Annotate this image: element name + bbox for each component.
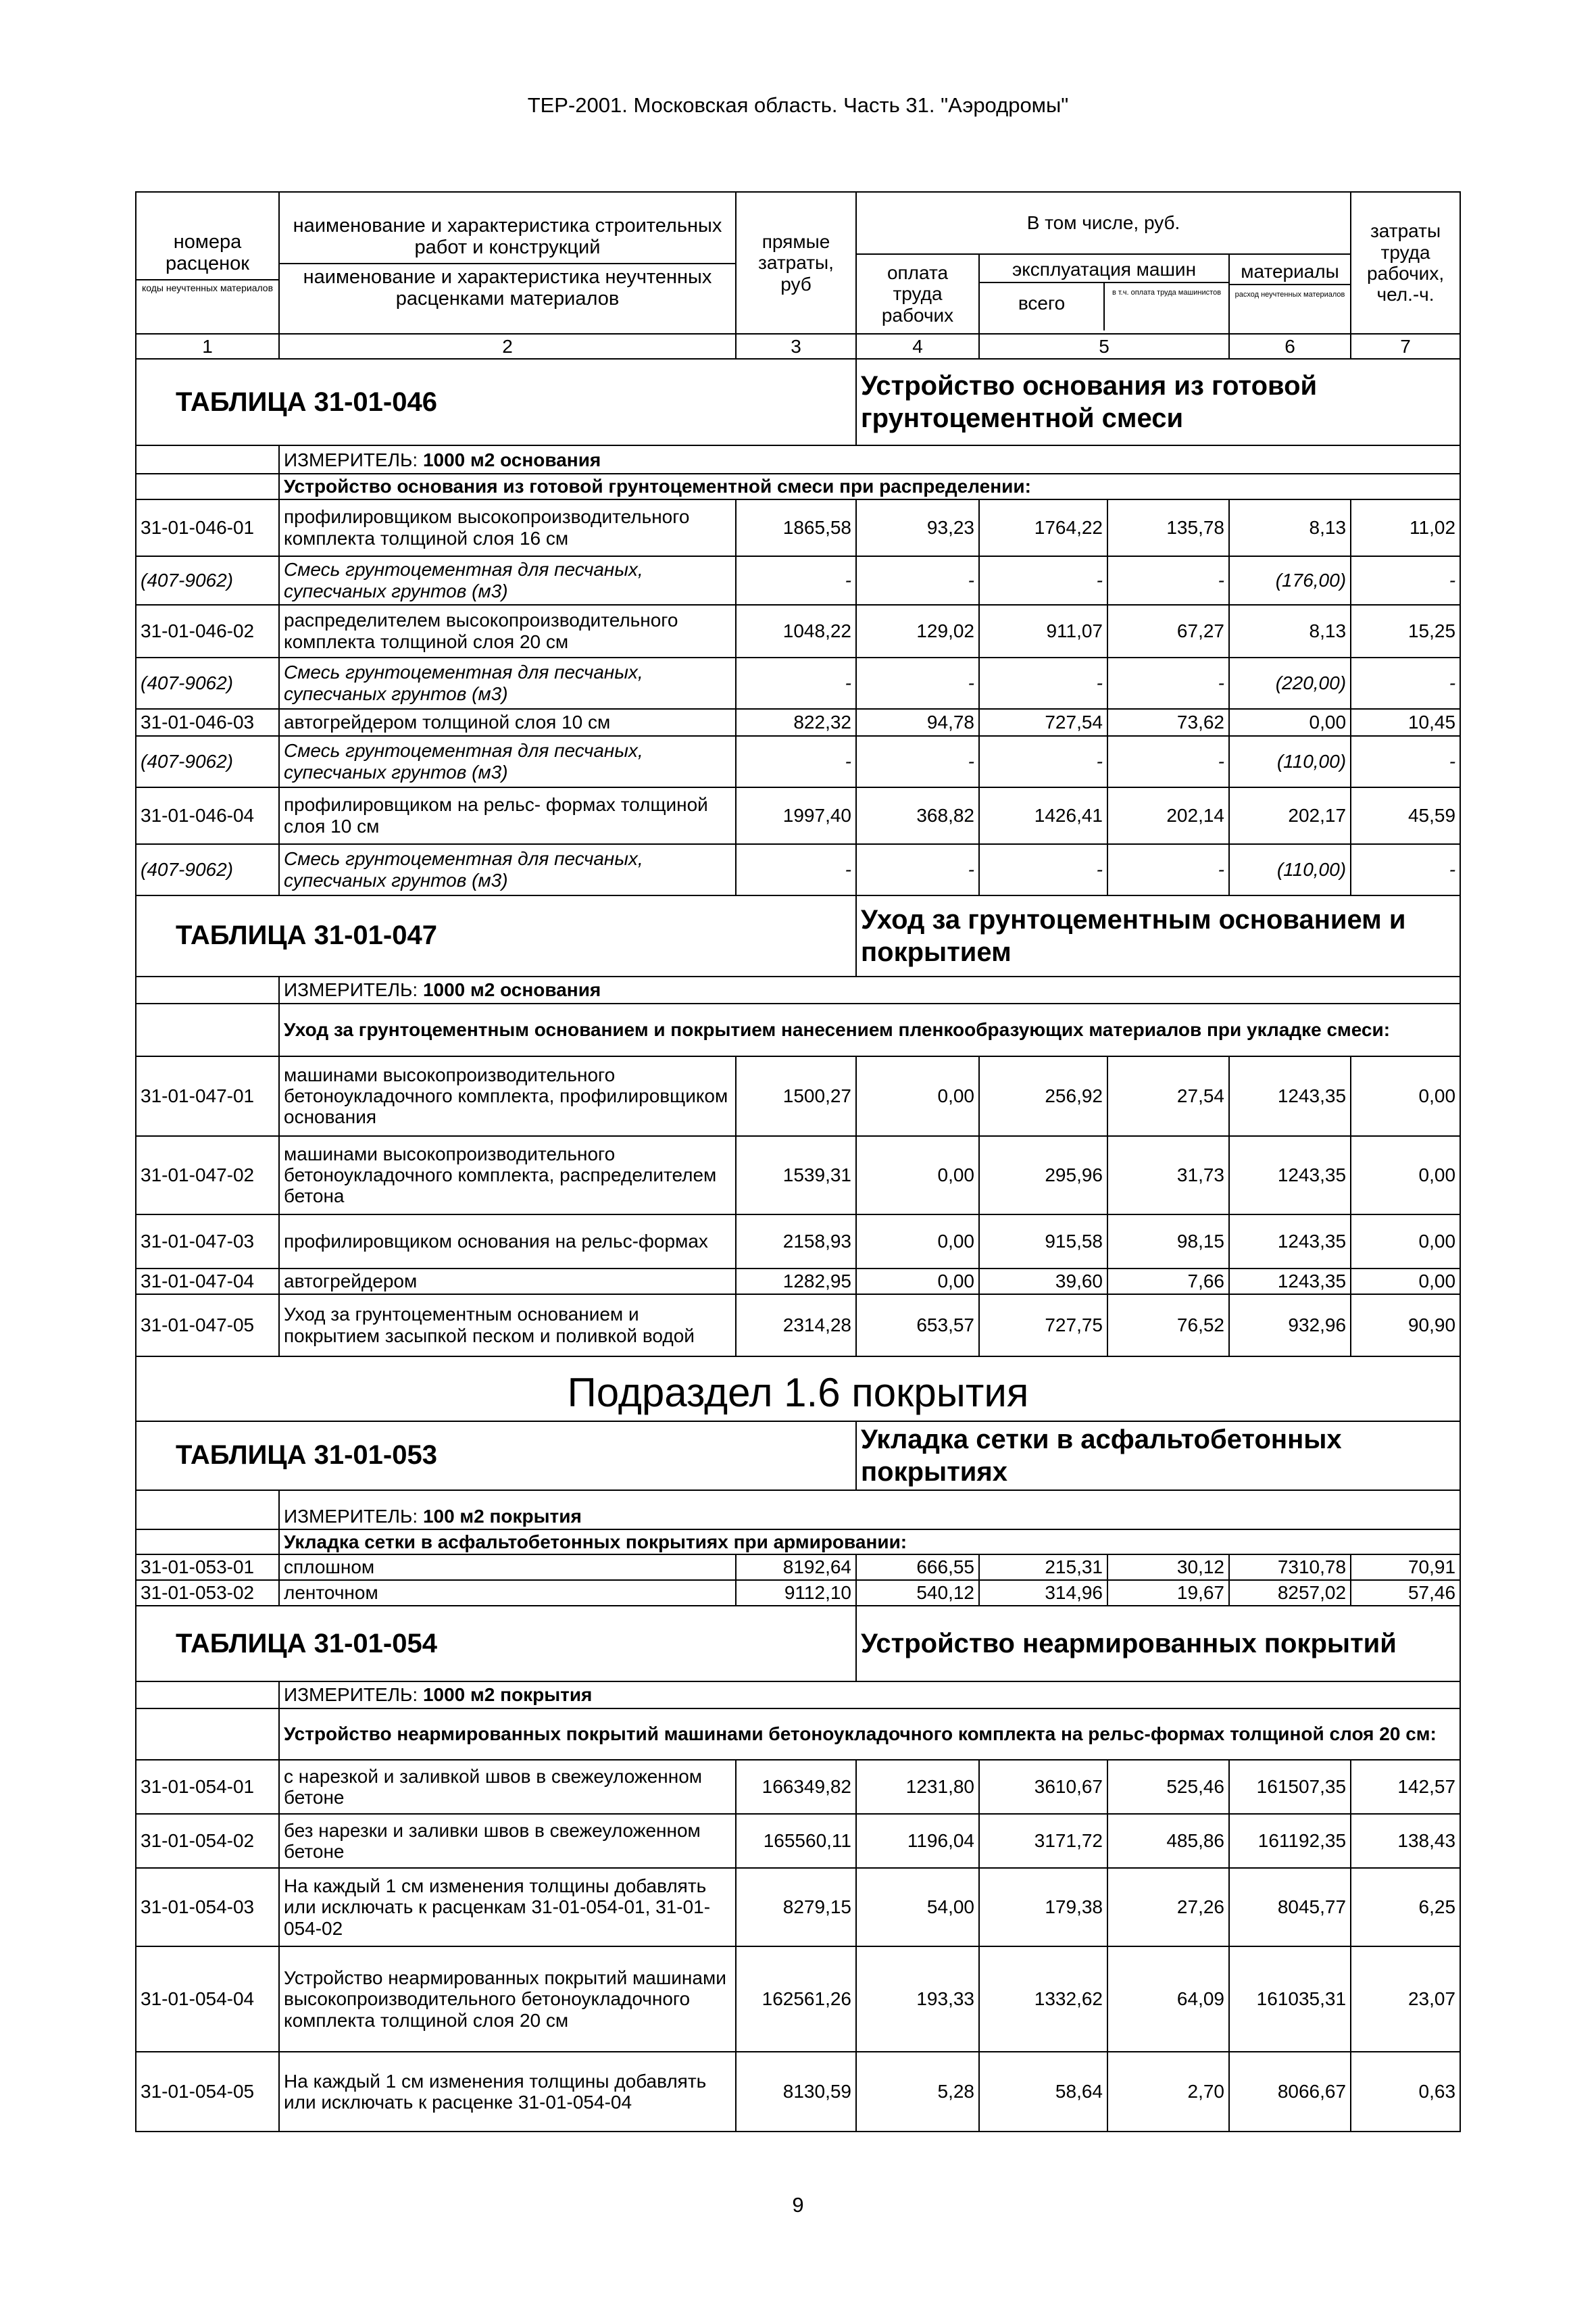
table-row: 31-01-054-04 Устройство неармированных покрытий машинами высокопроизводительного бетоноукладочного комплекта толщиной слоя 20 см 162561,26 193,33 1332,62 64,09 161035,31 23,07 bbox=[136, 1946, 1460, 2052]
table-row: 31-01-046-03 автогрейдером толщиной слоя 10 см 822,32 94,78 727,54 73,62 0,00 10,45 bbox=[136, 709, 1460, 736]
table-title: ТАБЛИЦА 31-01-047 bbox=[136, 895, 856, 977]
table-title: ТАБЛИЦА 31-01-046 bbox=[136, 359, 856, 445]
group-heading: Уход за грунтоцементным основанием и покрытием нанесением пленкообразующих материалов при укладке смеси: bbox=[279, 1004, 1460, 1056]
table-row: 31-01-054-03 На каждый 1 см изменения толщины добавлять или исключать к расценкам 31-01-054-01, 31-01-054-02 8279,15 54,00 179,38 27,26 8045,77 6,25 bbox=[136, 1868, 1460, 1946]
table-row: 31-01-047-03 профилировщиком основания на рельс-формах 2158,93 0,00 915,58 98,15 1243,35 0,00 bbox=[136, 1214, 1460, 1269]
col-header-code: номера расценок коды неучтенных материалов bbox=[136, 192, 279, 334]
table-row: 31-01-047-05 Уход за грунтоцементным основанием и покрытием засыпкой песком и поливкой водой 2314,28 653,57 727,75 76,52 932,96 90,90 bbox=[136, 1294, 1460, 1356]
table-row: 31-01-046-02 распределителем высокопроизводительного комплекта толщиной слоя 20 см 1048,22 129,02 911,07 67,27 8,13 15,25 bbox=[136, 605, 1460, 658]
table-row: 31-01-046-04 профилировщиком на рельс- формах толщиной слоя 10 см 1997,40 368,82 1426,41 202,14 202,17 45,59 bbox=[136, 787, 1460, 844]
table-description: Уход за грунтоцементным основанием и покрытием bbox=[856, 895, 1460, 977]
measure-unit: ИЗМЕРИТЕЛЬ: 1000 м2 основания bbox=[279, 445, 1460, 474]
measure-unit: ИЗМЕРИТЕЛЬ: 1000 м2 покрытия bbox=[279, 1681, 1460, 1708]
col-num: 7 bbox=[1351, 334, 1460, 359]
table-title: ТАБЛИЦА 31-01-054 bbox=[136, 1606, 856, 1681]
rates-table bbox=[135, 191, 1461, 2132]
table-row: 31-01-047-02 машинами высокопроизводительного бетоноукладочного комплекта, распределителем бетона 1539,31 0,00 295,96 31,73 1243,35 0,00 bbox=[136, 1136, 1460, 1214]
table-row: 31-01-054-01 с нарезкой и заливкой швов в свежеуложенном бетоне 166349,82 1231,80 3610,67 525,46 161507,35 142,57 bbox=[136, 1760, 1460, 1814]
table-row: 31-01-053-02 ленточном 9112,10 540,12 314,96 19,67 8257,02 57,46 bbox=[136, 1580, 1460, 1606]
page-header: ТЕР-2001. Московская область. Часть 31. "Аэродромы" bbox=[527, 93, 1069, 117]
col-num: 6 bbox=[1229, 334, 1351, 359]
table-row: 31-01-053-01 сплошном 8192,64 666,55 215,31 30,12 7310,78 70,91 bbox=[136, 1554, 1460, 1580]
table-row: 31-01-054-05 На каждый 1 см изменения толщины добавлять или исключать к расценке 31-01-054-04 8130,59 5,28 58,64 2,70 8066,67 0,63 bbox=[136, 2052, 1460, 2132]
table-row: 31-01-047-01 машинами высокопроизводительного бетоноукладочного комплекта, профилировщиком основания 1500,27 0,00 256,92 27,54 1243,35 0,00 bbox=[136, 1056, 1460, 1136]
table-description: Устройство основания из готовой грунтоцементной смеси bbox=[856, 359, 1460, 445]
col-header-incl: В том числе, руб. bbox=[856, 192, 1351, 254]
page-number: 9 bbox=[792, 2193, 804, 2217]
material-row: (407-9062) Смесь грунтоцементная для песчаных, супесчаных грунтов (м3) - - - - (176,00) - bbox=[136, 556, 1460, 605]
col-header-materials: материалы расход неучтенных материалов bbox=[1229, 254, 1351, 334]
measure-unit: ИЗМЕРИТЕЛЬ: 100 м2 покрытия bbox=[279, 1490, 1460, 1529]
col-header-labor: затраты труда рабочих, чел.-ч. bbox=[1351, 192, 1460, 334]
material-row: (407-9062) Смесь грунтоцементная для песчаных, супесчаных грунтов (м3) - - - - (220,00) - bbox=[136, 658, 1460, 709]
table-row: 31-01-046-01 профилировщиком высокопроизводительного комплекта толщиной слоя 16 см 1865,58 93,23 1764,22 135,78 8,13 11,02 bbox=[136, 499, 1460, 556]
col-num: 4 bbox=[856, 334, 979, 359]
group-heading: Устройство основания из готовой грунтоцементной смеси при распределении: bbox=[279, 474, 1460, 499]
col-num: 5 bbox=[979, 334, 1229, 359]
col-num: 1 bbox=[136, 334, 279, 359]
col-num: 2 bbox=[279, 334, 736, 359]
group-heading: Укладка сетки в асфальтобетонных покрытиях при армировании: bbox=[279, 1529, 1460, 1554]
group-heading: Устройство неармированных покрытий машинами бетоноукладочного комплекта на рельс-формах толщиной слоя 20 см: bbox=[279, 1708, 1460, 1760]
material-row: (407-9062) Смесь грунтоцементная для песчаных, супесчаных грунтов (м3) - - - - (110,00) - bbox=[136, 844, 1460, 895]
table-row: 31-01-054-02 без нарезки и заливки швов в свежеуложенном бетоне 165560,11 1196,04 3171,72 485,86 161192,35 138,43 bbox=[136, 1814, 1460, 1868]
col-header-direct: прямые затраты, руб bbox=[736, 192, 856, 334]
table-description: Укладка сетки в асфальтобетонных покрытиях bbox=[856, 1421, 1460, 1490]
material-row: (407-9062) Смесь грунтоцементная для песчаных, супесчаных грунтов (м3) - - - - (110,00) - bbox=[136, 736, 1460, 787]
col-header-name: наименование и характеристика строительных работ и конструкций наименование и характеристика неучтенных расценками материалов bbox=[279, 192, 736, 334]
measure-unit: ИЗМЕРИТЕЛЬ: 1000 м2 основания bbox=[279, 977, 1460, 1004]
col-header-machines: эксплуатация машин всего в т.ч. оплата труда машинистов bbox=[979, 254, 1229, 334]
col-num: 3 bbox=[736, 334, 856, 359]
subsection-title: Подраздел 1.6 покрытия bbox=[136, 1356, 1460, 1421]
table-title: ТАБЛИЦА 31-01-053 bbox=[136, 1421, 856, 1490]
table-description: Устройство неармированных покрытий bbox=[856, 1606, 1460, 1681]
col-header-labor-pay: оплата труда рабочих bbox=[856, 254, 979, 334]
table-row: 31-01-047-04 автогрейдером 1282,95 0,00 39,60 7,66 1243,35 0,00 bbox=[136, 1269, 1460, 1294]
